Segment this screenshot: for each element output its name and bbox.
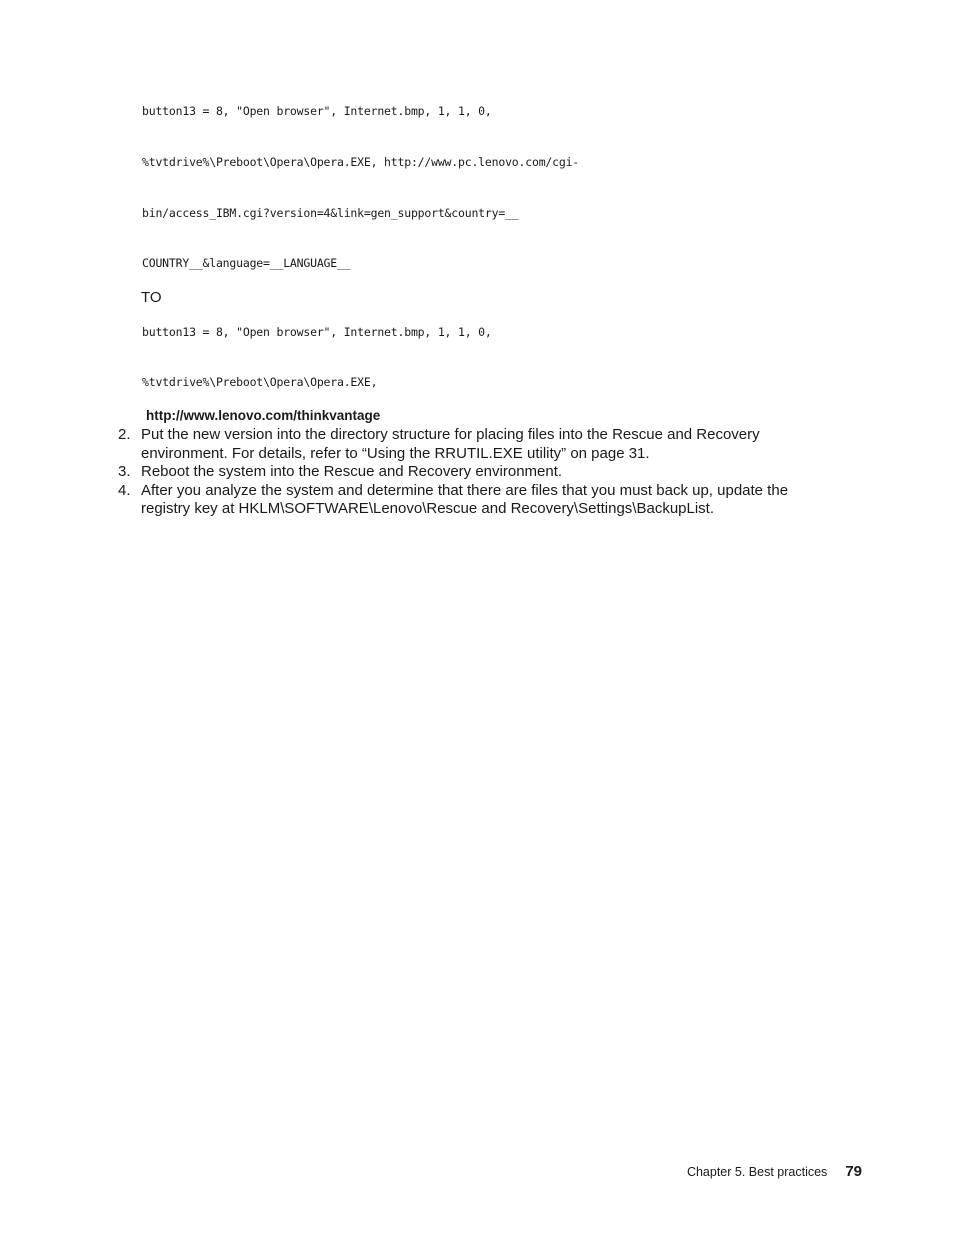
step-text: Reboot the system into the Rescue and Recovery environment. (141, 463, 563, 480)
chapter-title: Chapter 5. Best practices (686, 1165, 828, 1179)
list-item (118, 426, 838, 463)
to-label: TO (141, 289, 162, 306)
page-footer (687, 1163, 862, 1180)
step-number: 3. (118, 463, 131, 480)
list-item (118, 482, 838, 519)
code-line: button13 = 8, "Open browser", Internet.bmp, 1, 1, 0, (142, 104, 492, 118)
code-line: button13 = 8, "Open browser", Internet.bmp, 1, 1, 0, (142, 325, 492, 339)
thinkvantage-url: http://www.lenovo.com/thinkvantage (146, 408, 381, 423)
list-item (118, 463, 838, 482)
code-line: COUNTRY__&language=__LANGUAGE__ (142, 256, 351, 270)
code-line: %tvtdrive%\Preboot\Opera\Opera.EXE, (142, 375, 378, 389)
step-number: 2. (118, 426, 131, 443)
step-text: After you analyze the system and determine that there are files that you must back up, update the registry key at HKLM\SOFTWARE\Lenovo\Rescue and Recovery\Settings\BackupList. (141, 481, 789, 517)
step-number: 4. (118, 481, 131, 499)
page-number: 79 (845, 1163, 862, 1180)
code-line: %tvtdrive%\Preboot\Opera\Opera.EXE, http://www.pc.lenovo.com/cgi- (142, 155, 580, 169)
code-line: bin/access_IBM.cgi?version=4&link=gen_support&country=__ (142, 206, 519, 220)
steps-list (118, 426, 838, 519)
step-text: Put the new version into the directory structure for placing files into the Rescue and Recovery environment. For details, refer to “Using the RRUTIL.EXE utility” on page 31. (141, 426, 760, 462)
